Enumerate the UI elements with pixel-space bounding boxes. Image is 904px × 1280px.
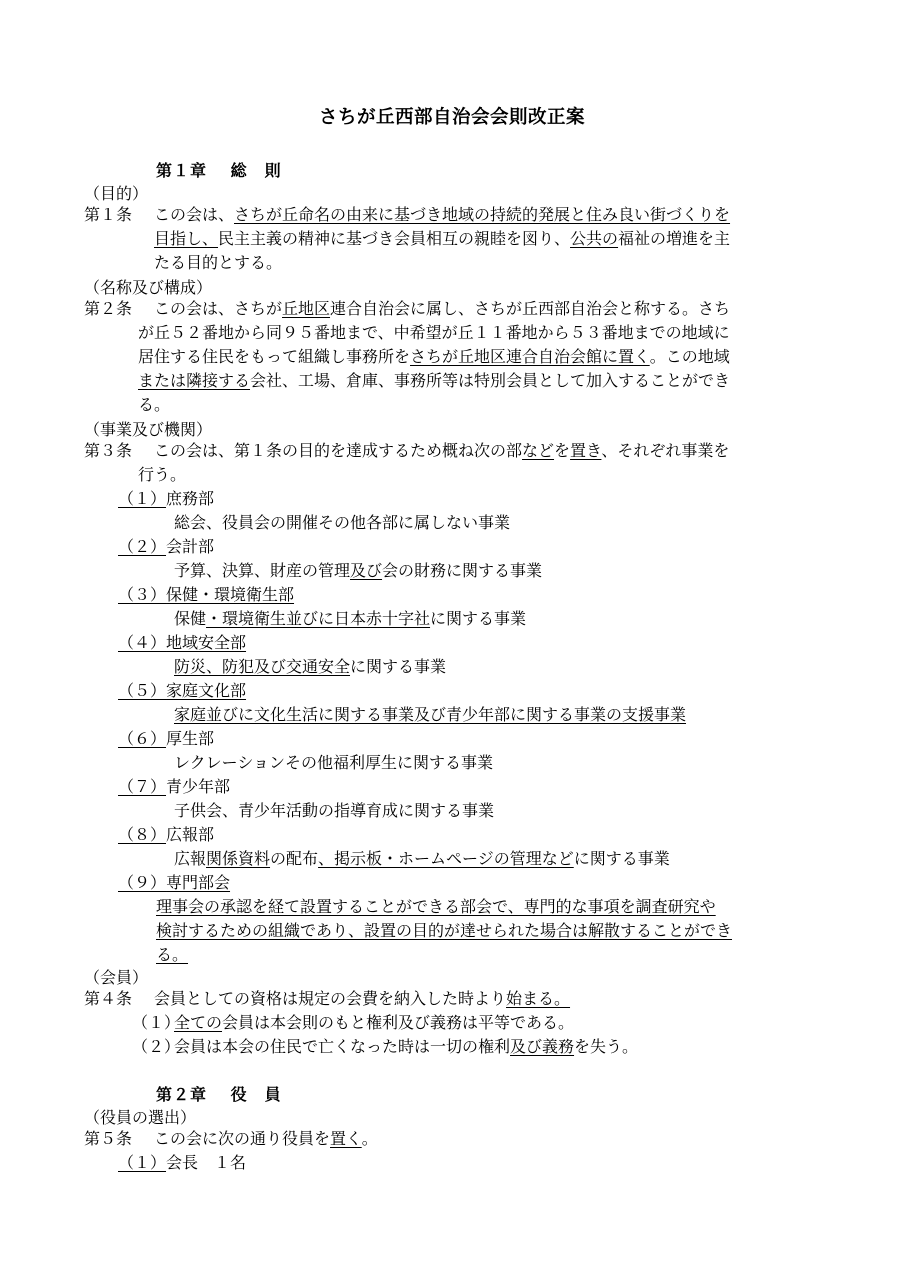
- department-label: [118, 775, 494, 799]
- article-text: この会に次の通り役員を: [154, 1129, 331, 1148]
- article-line: [84, 439, 729, 463]
- article-number: 第２条: [84, 299, 133, 318]
- article-number: 第１条: [84, 205, 133, 224]
- article-number: 第５条: [84, 1129, 133, 1148]
- article-line: [84, 227, 730, 251]
- article-text: 。この地域: [649, 347, 730, 366]
- article-text: を: [554, 441, 571, 460]
- article-line: [84, 987, 570, 1011]
- item-number: （１）: [118, 1153, 167, 1172]
- department-name: 庶務部: [166, 489, 215, 508]
- department-item: [118, 871, 732, 967]
- description-text: に関する事業: [573, 849, 670, 868]
- department-name: 厚生部: [166, 729, 215, 748]
- department-item: [118, 775, 494, 823]
- department-label: [118, 535, 542, 559]
- chapter-number: 第２章: [156, 1085, 208, 1104]
- article-line: が丘５２番地から同９５番地まで、中希望が丘１１番地から５３番地までの地域に: [138, 323, 730, 342]
- department-item: [118, 631, 446, 679]
- officer-item: [118, 1151, 246, 1175]
- article-text: この会は、: [154, 205, 235, 224]
- department-description: 総会、役員会の開催その他各部に属しない事業: [174, 513, 511, 532]
- article-text: 居住する住民をもって組織し事務所を: [138, 347, 411, 366]
- officer-label: [118, 1151, 246, 1175]
- article-text-underlined: さちが丘地区連合自治会館に置く: [410, 347, 650, 366]
- member-item: [132, 1011, 574, 1035]
- department-name: 広報部: [166, 825, 215, 844]
- article-text-underlined: さちが丘命名の由来に基づき地域の持続的発展と住み良い街づくりを: [234, 205, 731, 224]
- item-number: （９）: [118, 873, 167, 892]
- department-description: 検討するための組織であり、設置の目的が達せられた場合は解散することができ: [156, 921, 733, 940]
- department-item: [118, 583, 526, 631]
- article-line: [84, 297, 730, 321]
- chapter-number: 第１章: [156, 161, 208, 180]
- section-heading-name: （名称及び構成）: [84, 278, 213, 297]
- description-text: に関する事業: [350, 657, 447, 676]
- item-number: （６）: [118, 729, 167, 748]
- article-text: この会は、さちが: [154, 299, 283, 318]
- description-text-underlined: 、掲示板・ホームページの管理など: [318, 849, 574, 868]
- section-heading-officer-election: （役員の選出）: [84, 1108, 197, 1127]
- member-text: 会員は本会則のもと権利及び義務は平等である。: [222, 1013, 575, 1032]
- article-text-underlined: 始まる。: [506, 989, 571, 1008]
- description-text: に関する事業: [430, 609, 527, 628]
- department-name: 専門部会: [166, 873, 231, 892]
- department-item: [118, 487, 510, 535]
- article-2: [84, 297, 730, 417]
- department-name: 地域安全部: [166, 633, 247, 652]
- item-number: （２）: [132, 1037, 181, 1056]
- item-number: （２）: [118, 537, 167, 556]
- department-description: 子供会、青少年活動の指導育成に関する事業: [174, 801, 495, 820]
- description-text-underlined: ・環境衛生並びに: [206, 609, 335, 628]
- department-label: [118, 583, 526, 607]
- article-text: 連合自治会に属し、さちが丘西部自治会と称する。さち: [330, 299, 731, 318]
- department-name: 家庭文化部: [166, 681, 247, 700]
- description-text-underlined: 及び: [350, 561, 383, 580]
- article-number: 第４条: [84, 989, 133, 1008]
- article-text: 福祉の増進を主: [618, 229, 731, 248]
- chapter-name: 役 員: [230, 1085, 282, 1104]
- article-line: [84, 203, 730, 227]
- chapter-1-heading: [156, 158, 282, 181]
- item-number: （１）: [118, 489, 167, 508]
- article-3: [84, 439, 729, 487]
- officer-count: １名: [214, 1153, 247, 1172]
- article-line: 行う。: [138, 465, 187, 484]
- department-description: [118, 847, 670, 871]
- article-text: 。: [361, 1129, 378, 1148]
- department-label: [118, 679, 686, 703]
- department-name: 青少年部: [166, 777, 231, 796]
- department-description: レクレーションその他福利厚生に関する事業: [174, 753, 494, 772]
- description-text: 会の財務に関する事業: [382, 561, 543, 580]
- item-number: （７）: [118, 777, 167, 796]
- department-name: 会計部: [166, 537, 215, 556]
- department-label: [118, 823, 670, 847]
- department-description: 理事会の承認を経て設置することができる部会で、専門的な事項を調査研究や: [156, 897, 716, 916]
- article-text: 民主主義の精神に基づき会員相互の親睦を図り、: [218, 229, 571, 248]
- article-text-underlined: など: [522, 441, 555, 460]
- article-text-underlined: 公共の: [570, 229, 619, 248]
- officer-role: 会長: [166, 1153, 199, 1172]
- member-item: [132, 1035, 638, 1059]
- department-item: [118, 823, 670, 871]
- article-4: [84, 987, 570, 1011]
- article-text-underlined: 丘地区: [282, 299, 331, 318]
- item-number: （５）: [118, 681, 167, 700]
- description-text: 予算、決算、財産の管理: [174, 561, 351, 580]
- article-text: 会社、工場、倉庫、事務所等は特別会員として加入することができ: [250, 371, 731, 390]
- article-line: [84, 369, 730, 393]
- item-number: （４）: [118, 633, 167, 652]
- article-text: 、それぞれ事業を: [601, 441, 730, 460]
- article-text: 会員としての資格は規定の会費を納入した時より: [154, 989, 507, 1008]
- department-description: る。: [156, 945, 189, 964]
- member-text: を失う。: [574, 1037, 639, 1056]
- section-heading-purpose: （目的）: [84, 184, 149, 203]
- description-text-underlined: 日本赤十字社: [334, 609, 431, 628]
- item-number: （１）: [132, 1013, 181, 1032]
- department-description: [118, 607, 526, 631]
- document-title: さちが丘西部自治会会則改正案: [318, 107, 585, 128]
- chapter-name: 総 則: [230, 161, 282, 180]
- department-label: [118, 631, 446, 655]
- description-text: の配布: [270, 849, 319, 868]
- article-line: [84, 345, 730, 369]
- department-item: [118, 679, 686, 727]
- department-description: 家庭並びに文化生活に関する事業及び青少年部に関する事業の支援事業: [174, 705, 687, 724]
- article-number: 第３条: [84, 441, 133, 460]
- description-text: 保健: [174, 609, 207, 628]
- member-text-underlined: 及び義務: [510, 1037, 575, 1056]
- section-heading-business: （事業及び機関）: [84, 420, 213, 439]
- department-item: [118, 727, 493, 775]
- department-item: [118, 535, 542, 583]
- article-text-underlined: 目指し、: [154, 229, 219, 248]
- department-description: [118, 655, 446, 679]
- article-text-underlined: 置き: [570, 441, 602, 460]
- article-text: この会は、第１条の目的を達成するため概ね次の部: [154, 441, 523, 460]
- item-number: （８）: [118, 825, 167, 844]
- article-5: [84, 1127, 378, 1151]
- department-label: [118, 871, 732, 895]
- department-label: [118, 727, 493, 751]
- article-1: [84, 203, 730, 275]
- section-heading-members: （会員）: [84, 968, 149, 987]
- department-description: [118, 559, 542, 583]
- member-text: 会員は本会の住民で亡くなった時は一切の権利: [174, 1037, 511, 1056]
- article-line: る。: [138, 395, 171, 414]
- article-line: たる目的とする。: [154, 253, 283, 272]
- article-text-underlined: 置く: [330, 1129, 362, 1148]
- description-text: 広報: [174, 849, 207, 868]
- department-label: [118, 487, 510, 511]
- item-number: （３）: [118, 585, 167, 604]
- chapter-2-heading: [156, 1082, 282, 1105]
- article-line: [84, 1127, 378, 1151]
- article-text-underlined: または隣接する: [138, 371, 251, 390]
- description-text-underlined: 防災、防犯及び交通安全: [174, 657, 351, 676]
- description-text-underlined: 関係資料: [206, 849, 271, 868]
- department-name: 保健・環境衛生部: [166, 585, 295, 604]
- member-text-underlined: 全ての: [174, 1013, 223, 1032]
